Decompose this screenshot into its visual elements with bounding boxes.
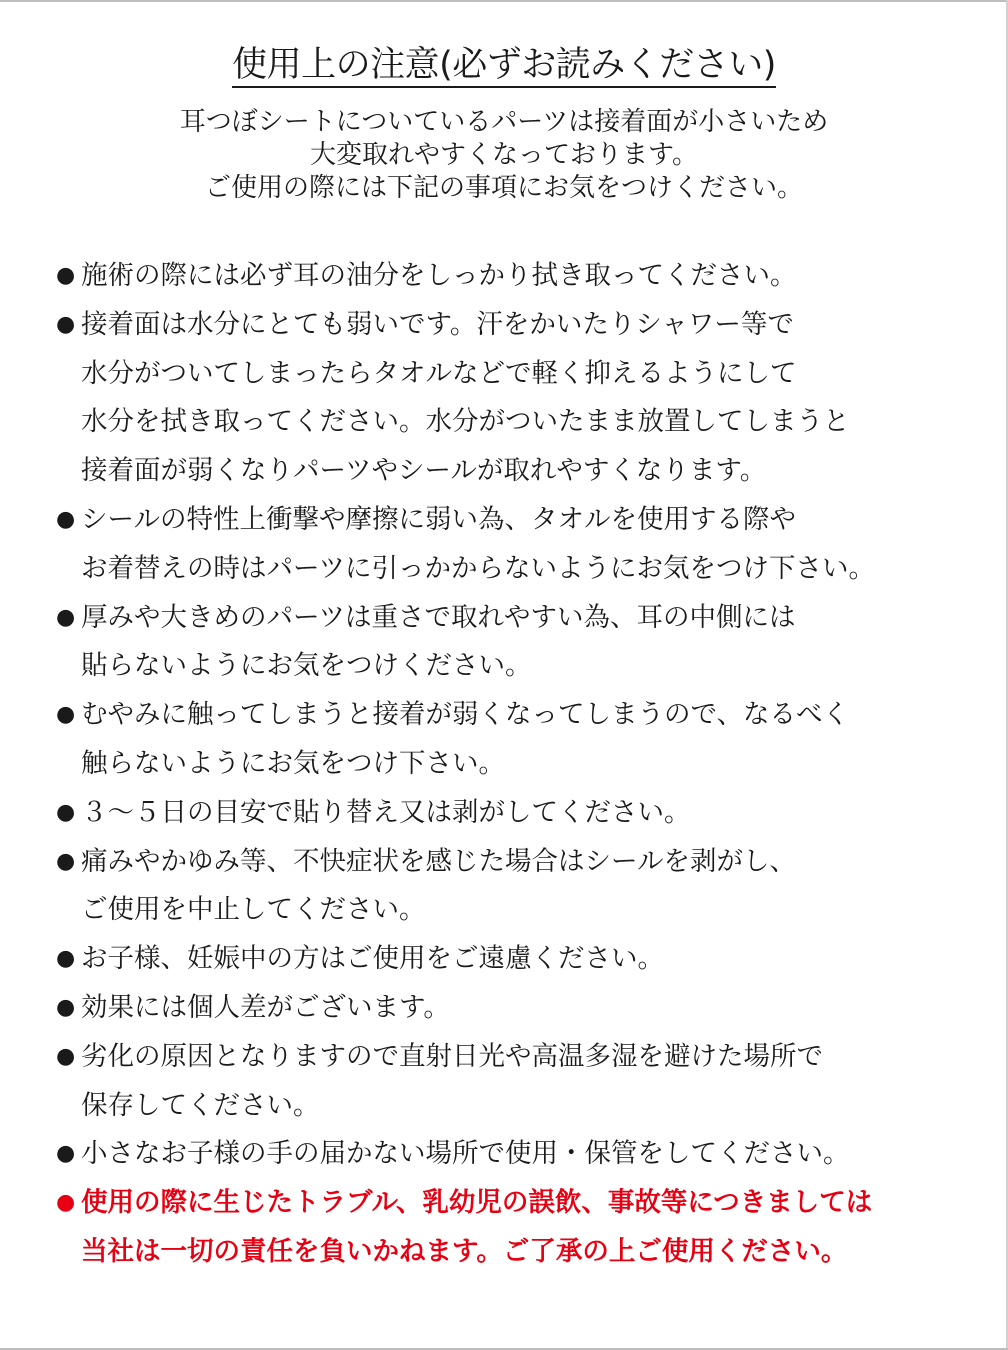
caution-item xyxy=(56,496,986,594)
caution-line: ３～５日の目安で貼り替え又は剥がしてください。 xyxy=(81,796,691,828)
bullet-icon: ● xyxy=(56,311,76,337)
caution-line: むやみに触ってしまうと接着が弱くなってしまうので、なるべく xyxy=(81,699,849,731)
caution-line: 水分がついてしまったらタオルなどで軽く抑えるようにして xyxy=(81,357,797,389)
caution-text xyxy=(81,594,795,692)
caution-text xyxy=(81,789,691,838)
caution-text xyxy=(81,252,797,301)
caution-line: 接着面が弱くなりパーツやシールが取れやすくなります。 xyxy=(81,455,767,487)
caution-line: 接着面は水分にとても弱いです。汗をかいたりシャワー等で xyxy=(81,308,794,340)
caution-text xyxy=(81,301,850,496)
caution-item xyxy=(56,301,986,496)
caution-line: 貼らないようにお気をつけください。 xyxy=(81,650,532,682)
bullet-icon: ● xyxy=(56,604,76,630)
caution-line: 痛みやかゆみ等、不快症状を感じた場合はシールを剥がし、 xyxy=(81,845,796,877)
caution-line: お着替えの時はパーツに引っかからないようにお気をつけ下さい。 xyxy=(81,552,875,584)
caution-item xyxy=(56,935,986,984)
caution-item xyxy=(56,984,986,1033)
caution-line: お子様、妊娠中の方はご使用をご遠慮ください。 xyxy=(81,943,664,975)
bullet-icon: ● xyxy=(56,506,76,532)
caution-line: 施術の際には必ず耳の油分をしっかり拭き取ってください。 xyxy=(81,260,797,291)
caution-item xyxy=(56,252,986,301)
caution-text xyxy=(81,838,796,936)
caution-line: 厚みや大きめのパーツは重さで取れやすい為、耳の中側には xyxy=(81,601,796,633)
frame-border-top xyxy=(0,0,1008,2)
page-title xyxy=(0,40,1008,90)
caution-text xyxy=(81,984,450,1033)
bullet-icon: ● xyxy=(56,1043,76,1069)
caution-item xyxy=(56,594,986,692)
bullet-icon: ● xyxy=(56,994,76,1020)
caution-line: 小さなお子様の手の届かない場所で使用・保管をしてください。 xyxy=(81,1138,850,1170)
caution-item xyxy=(56,691,986,789)
bullet-icon: ● xyxy=(56,946,76,972)
caution-text xyxy=(81,496,875,594)
caution-line: シールの特性上衝撃や摩擦に弱い為、タオルを使用する際や xyxy=(81,503,796,535)
caution-line: 水分を拭き取ってください。水分がついたまま放置してしまうと xyxy=(81,406,850,438)
caution-text xyxy=(81,691,849,789)
caution-text xyxy=(81,1179,872,1277)
caution-line: 保存してください。 xyxy=(81,1089,320,1121)
caution-item xyxy=(56,838,986,936)
caution-line: 触らないようにお気をつけ下さい。 xyxy=(81,747,505,779)
caution-item xyxy=(56,1130,986,1179)
caution-line: 効果には個人差がございます。 xyxy=(81,991,450,1023)
intro-paragraph xyxy=(0,106,1008,205)
caution-list xyxy=(56,252,986,1277)
bullet-icon: ● xyxy=(56,1190,76,1216)
bullet-icon: ● xyxy=(56,799,76,825)
caution-text xyxy=(81,935,664,984)
intro-line: ご使用の際には下記の事項にお気をつけください。 xyxy=(204,173,803,203)
caution-item xyxy=(56,789,986,838)
intro-line: 大変取れやすくなっております。 xyxy=(310,140,698,170)
bullet-icon: ● xyxy=(56,263,76,288)
caution-text xyxy=(81,1130,850,1179)
bullet-icon: ● xyxy=(56,848,76,874)
caution-text xyxy=(81,1033,823,1131)
caution-item xyxy=(56,1033,986,1131)
bullet-icon: ● xyxy=(56,702,76,728)
caution-line: 当社は一切の責任を負いかねます。ご了承の上ご使用ください。 xyxy=(81,1235,848,1267)
caution-line: 劣化の原因となりますので直射日光や高温多湿を避けた場所で xyxy=(81,1040,823,1072)
page-title-text: 使用上の注意(必ずお読みください) xyxy=(232,45,776,88)
caution-line: 使用の際に生じたトラブル、乳幼児の誤飲、事故等につきましては xyxy=(81,1187,873,1219)
caution-line: ご使用を中止してください。 xyxy=(81,894,426,926)
disclaimer-item xyxy=(56,1179,986,1277)
intro-line: 耳つぼシートについているパーツは接着面が小さいため xyxy=(179,107,829,137)
bullet-icon: ● xyxy=(56,1141,76,1167)
